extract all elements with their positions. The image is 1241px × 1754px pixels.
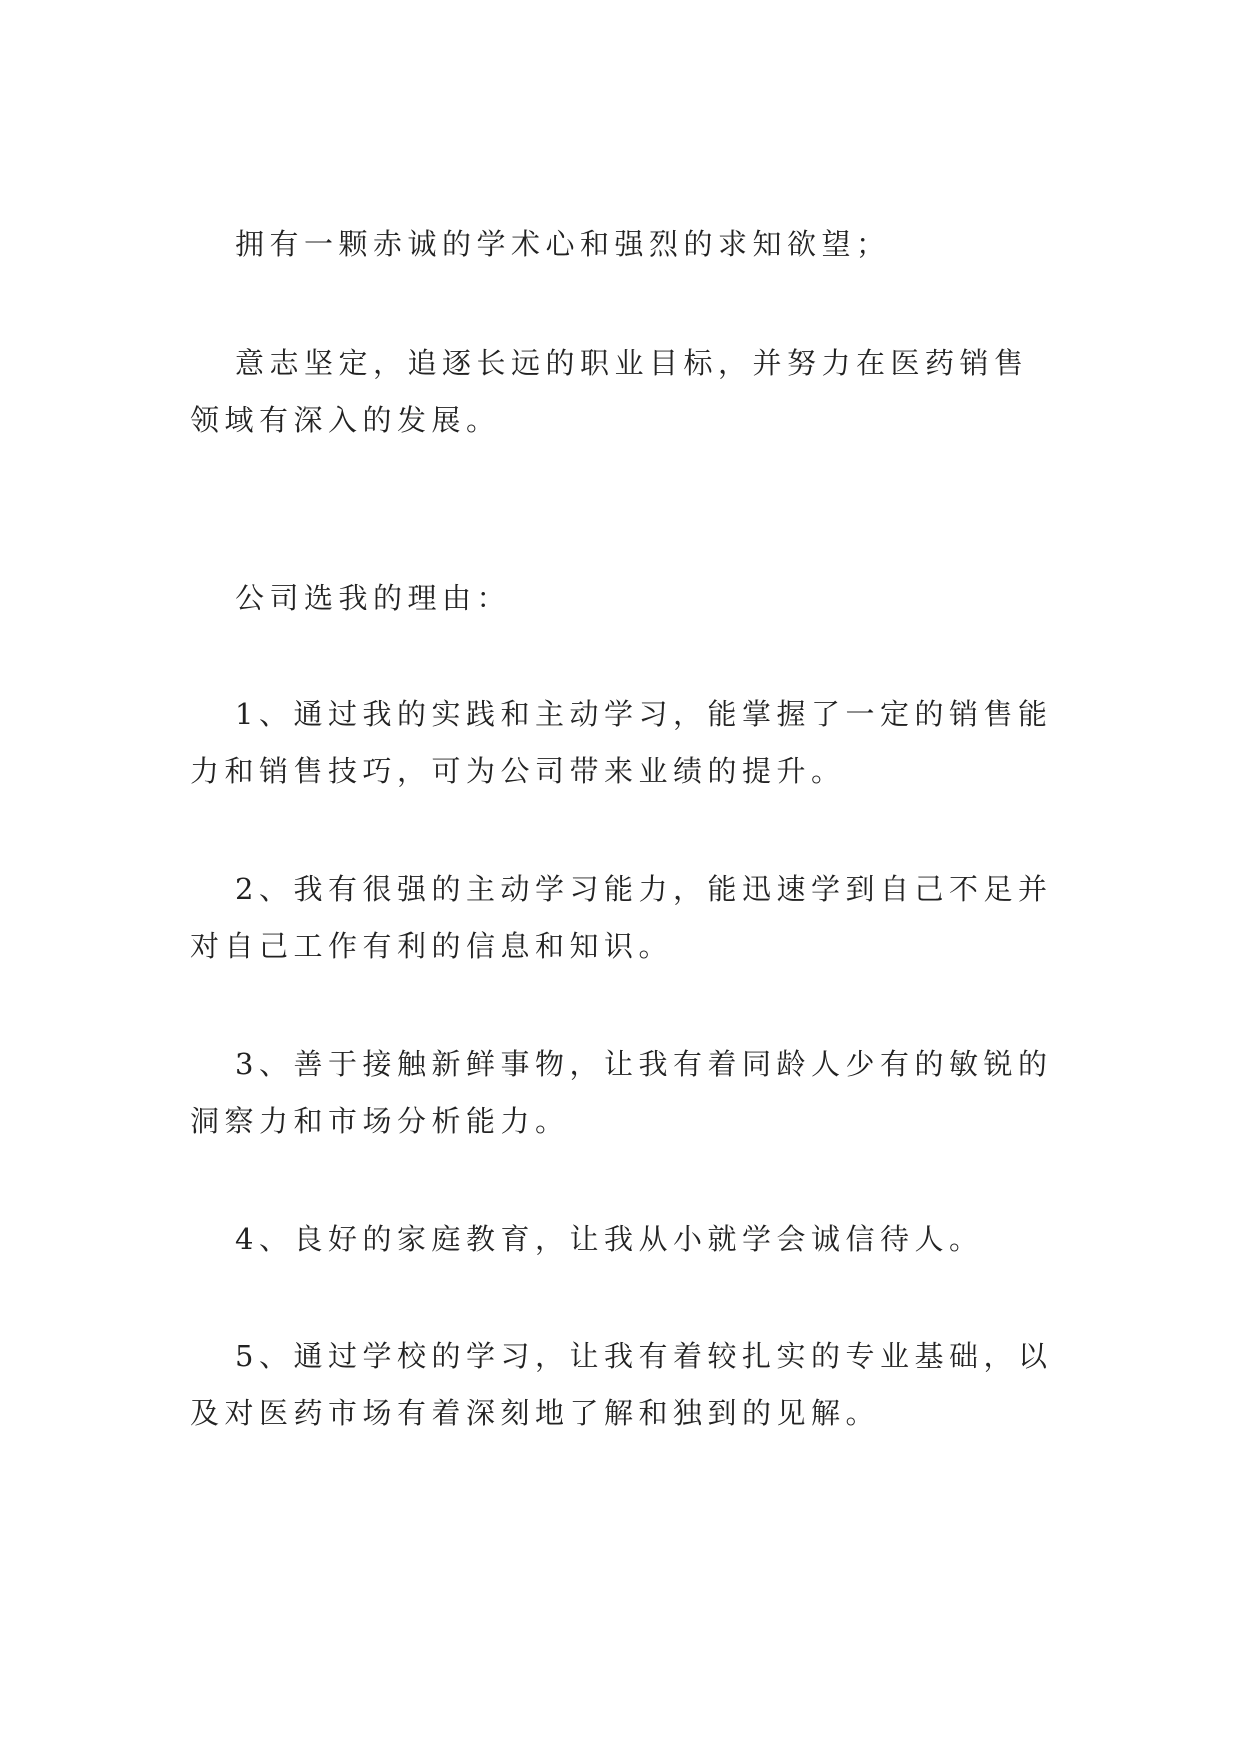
list-item-reason-2: 2、我有很强的主动学习能力，能迅速学到自己不足并对自己工作有利的信息和知识。 bbox=[190, 872, 1053, 963]
list-item-reason-3: 3、善于接触新鲜事物，让我有着同龄人少有的敏锐的洞察力和市场分析能力。 bbox=[190, 1047, 1053, 1138]
paragraph-career-goal: 意志坚定，追逐长远的职业目标，并努力在医药销售领域有深入的发展。 bbox=[190, 346, 1029, 437]
list-item-reason-5: 5、通过学校的学习，让我有着较扎实的专业基础，以及对医药市场有着深刻地了解和独到的见解。 bbox=[190, 1339, 1053, 1430]
section-heading-reasons: 公司选我的理由： bbox=[235, 581, 512, 615]
list-item-reason-1: 1、通过我的实践和主动学习，能掌握了一定的销售能力和销售技巧，可为公司带来业绩的提升。 bbox=[190, 697, 1053, 788]
paragraph-academic-heart: 拥有一颗赤诚的学术心和强烈的求知欲望； bbox=[235, 227, 891, 261]
list-item-reason-4: 4、良好的家庭教育，让我从小就学会诚信待人。 bbox=[235, 1222, 984, 1256]
